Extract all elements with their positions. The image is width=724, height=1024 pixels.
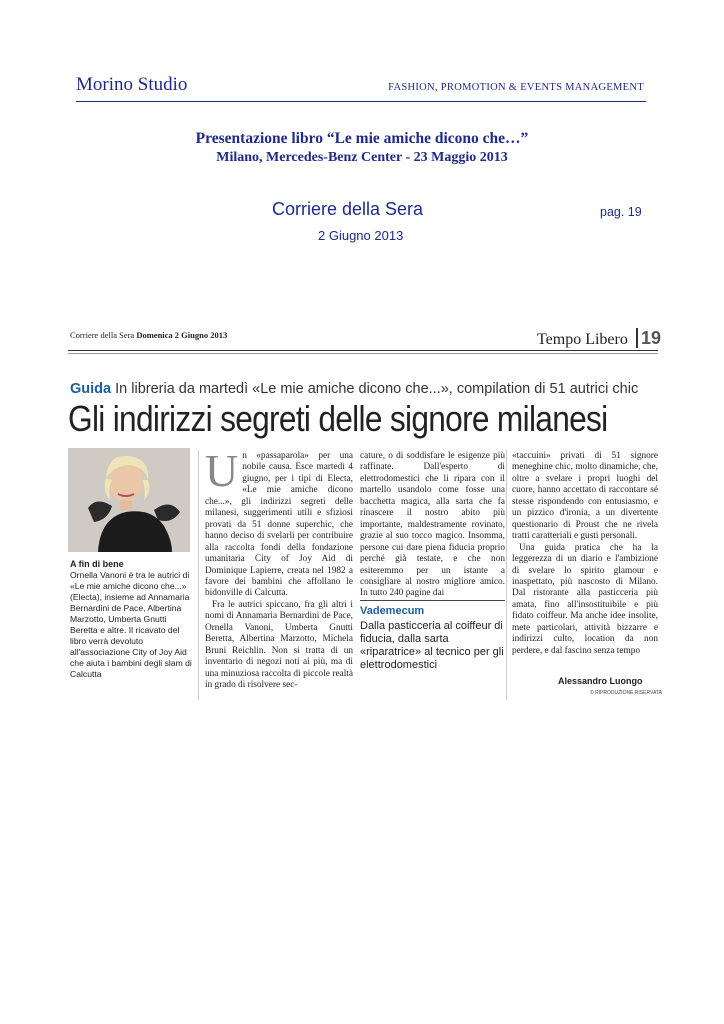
article-kicker [70, 381, 638, 397]
article-paragraph: Fra le autrici spiccano, fra gli altri i nomi di Annamaria Bernardini de Pace, Ornella Vanoni, Umberta Gnutti Beretta, Albertina Marzotto, Michela Bruni Reichlin. Non si tratta di un inventario di negozi noti ai più, ma di una minuziosa raccolta di piccole realtà in grado di risolvere sec- [205, 599, 353, 691]
page-reference: pag. 19 [600, 205, 642, 219]
article-author: Alessandro Luongo [558, 676, 643, 686]
kicker-text: In libreria da martedì «Le mie amiche dicono che...», compilation di 51 autrici chic [115, 381, 639, 397]
portrait-photo [68, 448, 190, 552]
article-paragraph: Una guida pratica che ha la leggerezza di un diario e l'ambizione di svelare lo spirito glamour e inaspettato, più nascosto di Milano. Dal ristorante alla pasticceria più amata, fino all'insostituibile e più fidato coiffeur. Ma anche idee insolite, mete particolari, attività bizzarre e indirizzi culto, location da non perdere, e dal fascino senza tempo [512, 542, 658, 656]
clipping-masthead [70, 330, 227, 340]
caption-title: A fin di bene [70, 559, 124, 569]
clipping-page-number: 19 [636, 328, 661, 348]
presentation-venue: Milano, Mercedes-Benz Center - 23 Maggio 2013 [216, 150, 508, 165]
kicker-label: Guida [70, 381, 112, 397]
sidebar-box-rule [360, 600, 505, 601]
masthead-name: Corriere della Sera [70, 330, 135, 340]
article-column-3 [512, 451, 658, 657]
article-paragraph: n «passaparola» per una nobile causa. Esce martedì 4 giugno, per i tipi di Electa, «Le mie amiche dicono che...», gli indirizzi segreti delle milanesi, suggerimenti utili e sfiziosi provati da 51 donne superchic, che hanno deciso di svelarli per contribuire alla raccolta fondi della fondazione umanitaria City of Joy Aid di Dominique Lapierre, creata nel 1982 a favore dei bambini che affollano le bidonville di Calcutta. [205, 451, 353, 599]
studio-tagline: FASHION, PROMOTION & EVENTS MANAGEMENT [388, 82, 644, 93]
newspaper-name: Corriere della Sera [272, 199, 424, 219]
column-divider [198, 450, 199, 700]
article-column-1 [205, 445, 353, 692]
article-paragraph: «taccuini» privati di 51 signore meneghine chic, molto dinamiche, che, oltre a svelare i propri luoghi del cuore, hanno accettato di raccontare sé stesse rispondendo con entusiasmo, e un pizzico d'ironia, a un divertente questionario di Proust che ne rivela tratti caratteriali e gusti personali. [512, 451, 658, 542]
studio-name: Morino Studio [76, 74, 188, 95]
publication-date: 2 Giugno 2013 [318, 228, 404, 243]
article-column-2 [360, 451, 505, 600]
clipping-rule [68, 350, 658, 351]
sidebar-box-title: Vademecum [360, 605, 425, 617]
copyright-notice: © RIPRODUZIONE RISERVATA [590, 690, 662, 696]
caption-text: Ornella Vanoni è tra le autrici di «Le mie amiche dicono che...» (Electa), insieme ad Annamaria Bernardini de Pace, Albertina Marzotto, Umberta Gnutti Beretta e altre. Il ricavato del libro verrà devoluto all'associazione City of Joy Aid che aiuta i bambini degli slam di Calcutta [70, 570, 192, 679]
section-name: Tempo Libero [537, 331, 628, 348]
presentation-title: Presentazione libro “Le mie amiche dicono che…” [195, 130, 529, 147]
clipping-rule-secondary [68, 353, 658, 354]
drop-cap: U [205, 445, 239, 496]
portrait-illustration [68, 448, 190, 552]
header-rule [76, 101, 646, 102]
article-headline: Gli indirizzi segreti delle signore milanesi [68, 398, 608, 439]
article-paragraph: cature, o di soddisfare le esigenze più raffinate. Dall'esperto di elettrodomestici che li ripara con il martello usandolo come fosse una bacchetta magica, alla sarta che fa rinascere il nostro abito più importante, maldestramente rovinato, grazie al suo tocco magico. Insomma, persone cui dare piena fiducia proprio perché già testate, e che non esiteremmo per un istante a consigliare al nostro migliore amico. In tutto 240 pagine dai [360, 451, 505, 599]
sidebar-box-text: Dalla pasticceria al coiffeur di fiducia, dalla sarta «riparatrice» al tecnico per gli elettrodomestici [360, 620, 504, 671]
masthead-date: Domenica 2 Giugno 2013 [136, 330, 228, 340]
